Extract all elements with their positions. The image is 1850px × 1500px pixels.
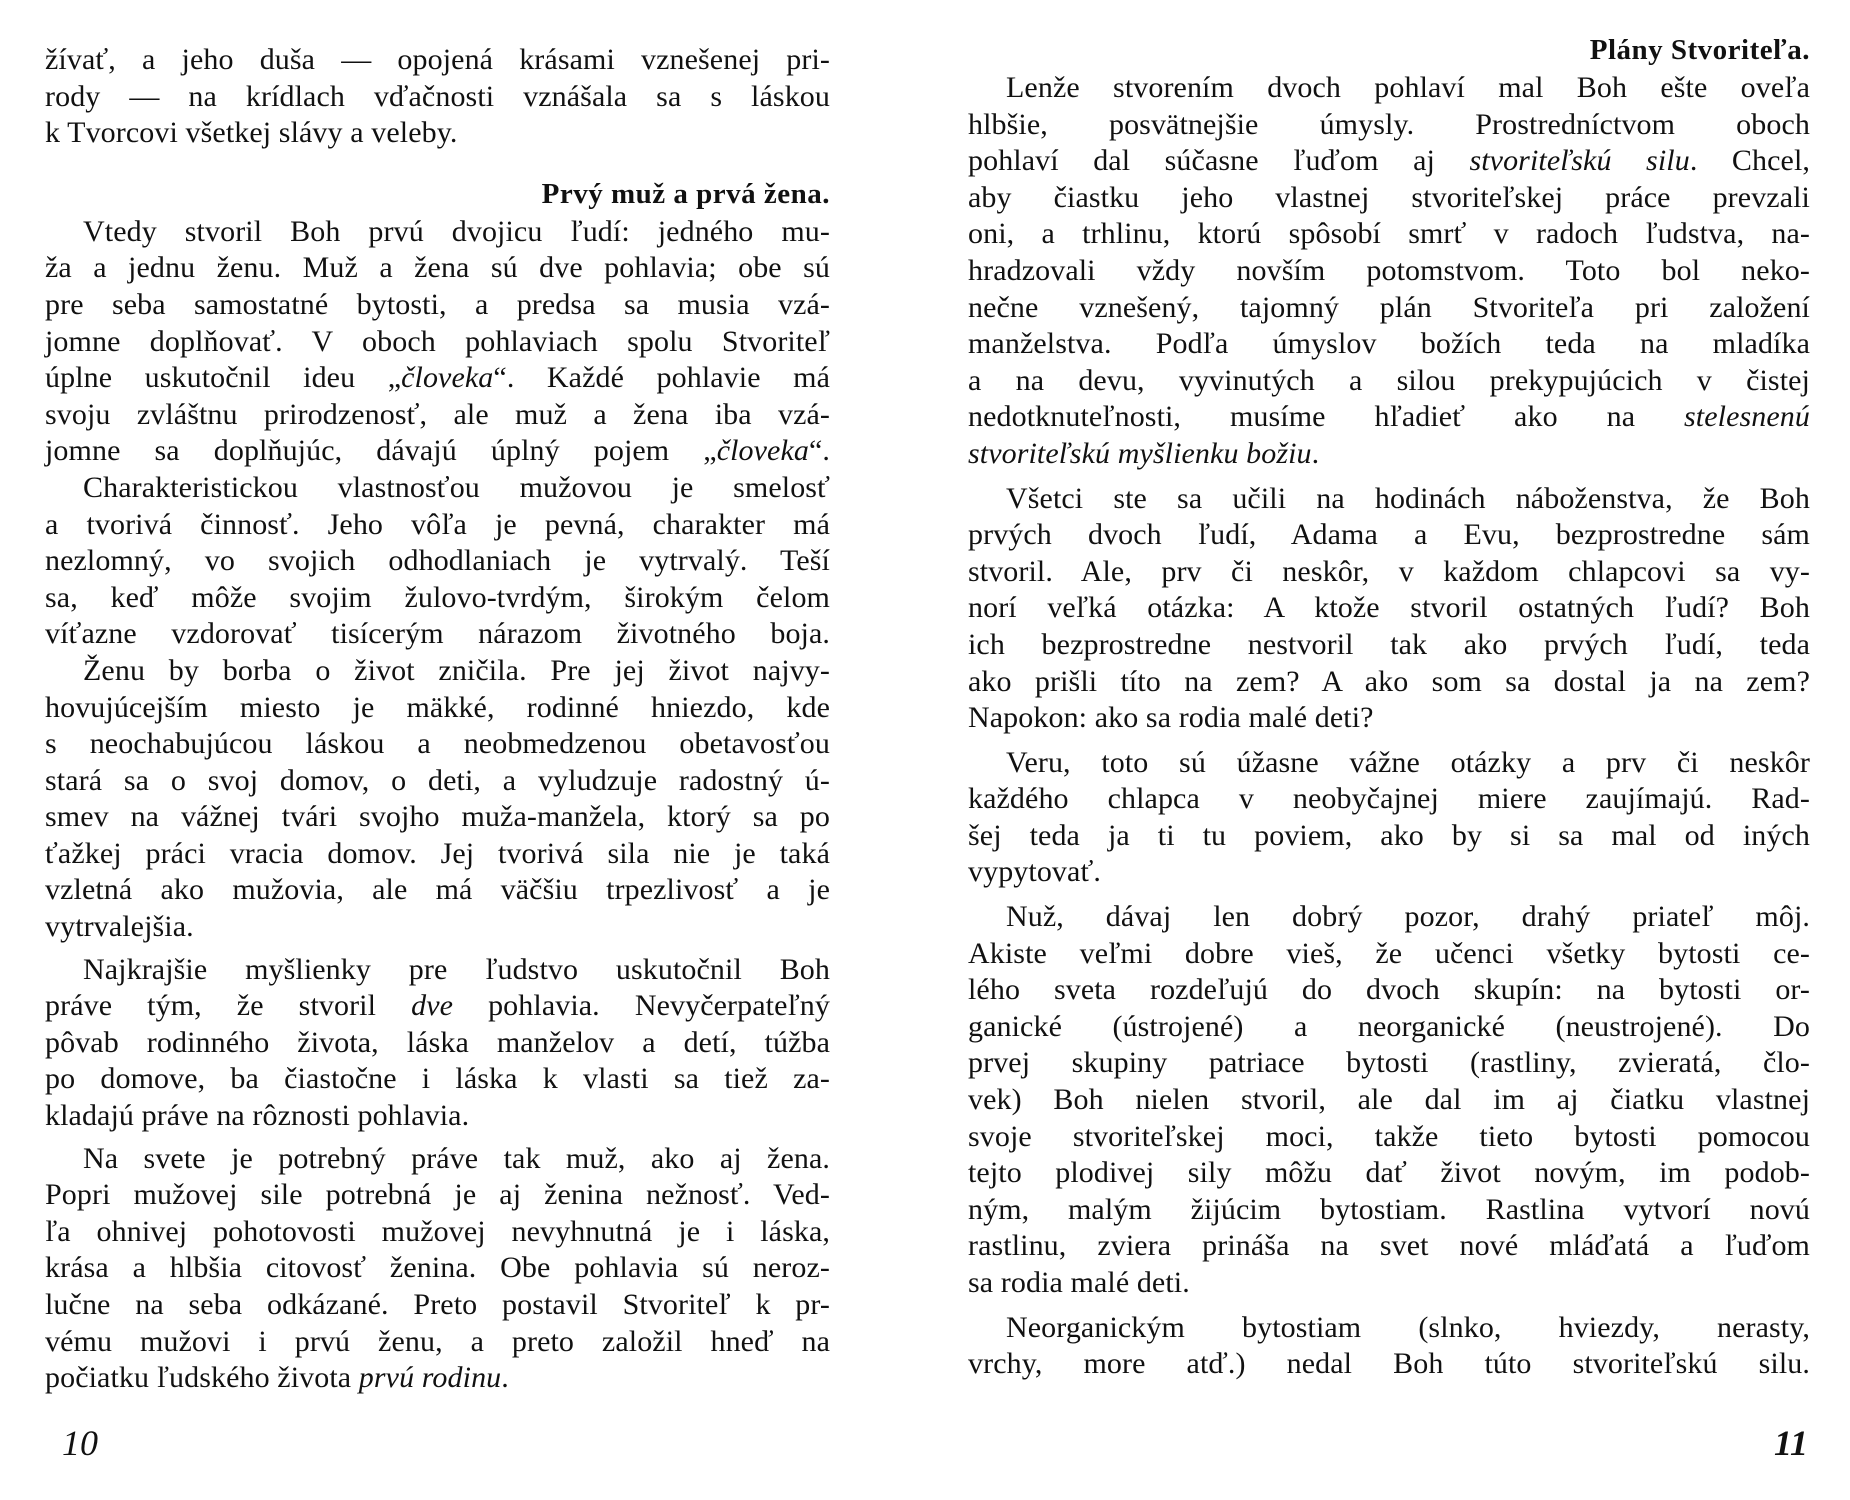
text-line: Veru, toto sú úžasne vážne otázky a prv či neskôr (1006, 745, 1810, 779)
text-line: ako prišli títo na zem? A ako som sa dostal ja na zem? (968, 664, 1810, 698)
text-line: ich bezprostredne nestvoril tak ako prvých ľudí, teda (968, 627, 1810, 661)
text-line: pre seba samostatné bytosti, a predsa sa musia vzá- (45, 287, 830, 321)
text-line: stvoril. Ale, prv či neskôr, v každom chlapcovi sa vy- (968, 554, 1810, 588)
left-page (45, 0, 830, 1500)
text-line-with-italic: nedotknuteľnosti, musíme hľadieť ako na stelesnenú (968, 400, 1810, 434)
text-line: norí veľká otázka: A ktože stvoril ostatných ľudí? Boh (968, 591, 1810, 625)
text-line: šej teda ja ti tu poviem, ako by si sa mal od iných (968, 818, 1810, 852)
text-line: Akiste veľmi dobre vieš, že učenci všetky bytosti ce- (968, 936, 1810, 970)
text-line: ža a jednu ženu. Muž a žena sú dve pohlavia; obe sú (45, 251, 830, 285)
right-page (968, 0, 1810, 1500)
text-line: sa rodia malé deti. (968, 1266, 1190, 1299)
text-line: prvej skupiny patriace bytosti (rastliny, zvieratá, člo- (968, 1046, 1810, 1080)
text-line: Všetci ste sa učili na hodinách náboženstva, že Boh (1006, 481, 1810, 515)
text-line: sa, keď môže svojim žulovo-tvrdým, širokým čelom (45, 580, 830, 614)
text-line: ťažkej práci vracia domov. Jej tvorivá sila nie je taká (45, 836, 830, 870)
page-number: 10 (62, 1423, 98, 1463)
text-line: žívať, a jeho duša — opojená krásami vznešenej pri- (45, 43, 830, 76)
text-line: krása a hlbšia citovosť ženina. Obe pohlavia sú neroz- (45, 1251, 830, 1285)
text-line: tejto plodivej sily môžu dať život novým, im podob- (968, 1156, 1810, 1190)
text-line: nečne vznešený, tajomný plán Stvoriteľa pri založení (968, 290, 1810, 324)
text-line: svoju zvláštnu prirodzenosť, ale muž a žena iba vzá- (45, 397, 830, 431)
italic-word: stvoriteľskú silu (1469, 144, 1690, 178)
text-line: vzletná ako mužovia, ale má väčšiu trpezlivosť a je (45, 873, 830, 907)
text-line: vytrvalejšia. (45, 910, 194, 944)
italic-word: človeka (401, 361, 494, 395)
text-line: a tvorivá činnosť. Jeho vôľa je pevná, charakter má (45, 507, 830, 541)
text-line: k Tvorcovi všetkej slávy a veleby. (45, 116, 458, 150)
text-line: Nuž, dávaj len dobrý pozor, drahý priateľ môj. (1006, 900, 1810, 934)
text-line: vek) Boh nielen stvoril, ale dal im aj čiatku vlastnej (968, 1083, 1810, 1117)
italic-word: stelesnenú (1684, 400, 1810, 434)
text-line: Vtedy stvoril Boh prvú dvojicu ľudí: jedného mu- (83, 214, 830, 248)
text-line: Ženu by borba o život zničila. Pre jej život najvy- (83, 653, 830, 687)
text-line-with-italic: pohlaví dal súčasne ľuďom aj stvoriteľskú silu. Chcel, (968, 144, 1810, 178)
text-line: aby čiastku jeho vlastnej stvoriteľskej práce prevzali (968, 180, 1810, 214)
text-line: hovujúcejším miesto je mäkké, rodinné hniezdo, kde (45, 690, 830, 724)
text-line: vému mužovi i prvú ženu, a preto založil hneď na (45, 1324, 830, 1358)
page-number: 11 (1773, 1423, 1808, 1463)
text-line: hlbšie, posvätnejšie úmysly. Prostredníctvom oboch (968, 107, 1810, 141)
text-line: víťazne vzdorovať tisícerým nárazom životného boja. (45, 617, 830, 651)
text-line: stará sa o svoj domov, o deti, a vyludzuje radostný ú- (45, 763, 830, 797)
text-line: Na svete je potrebný práve tak muž, ako aj žena. (83, 1141, 830, 1175)
text-line: Najkrajšie myšlienky pre ľudstvo uskutočnil Boh (83, 952, 830, 986)
text-line: smev na vážnej tvári svojho muža-manžela, ktorý sa po (45, 800, 830, 834)
text-line: lého sveta rozdeľujú do dvoch skupín: na bytosti or- (968, 973, 1810, 1007)
text-line: kladajú práve na rôznosti pohlavia. (45, 1099, 470, 1133)
text-line: ným, malým žijúcim bytostiam. Rastlina vytvorí novú (968, 1192, 1810, 1226)
text-line: každého chlapca v neobyčajnej miere zaujímajú. Rad- (968, 782, 1810, 816)
right-page-text (968, 30, 1810, 1383)
text-line-italic: stvoriteľskú myšlienku božiu. (968, 436, 1320, 470)
text-line: Napokon: ako sa rodia malé deti? (968, 701, 1374, 735)
text-line: Lenže stvorením dvoch pohlaví mal Boh ešte oveľa (1006, 71, 1810, 104)
text-line: a na devu, vyvinutých a silou prekypujúcich v čistej (968, 363, 1810, 397)
text-line: rastlinu, zviera prináša na svet nové mláďatá a ľuďom (968, 1229, 1810, 1263)
text-line-with-italic: jomne sa doplňujúc, dávajú úplný pojem „človeka“. (45, 434, 830, 468)
text-line: vypytovať. (968, 855, 1101, 889)
text-line: ľa ohnivej pohotovosti mužovej nevyhnutná je i láska, (45, 1214, 830, 1248)
text-line: lučne na seba odkázané. Preto postavil Stvoriteľ k pr- (45, 1288, 830, 1321)
text-line: s neochabujúcou láskou a neobmedzenou obetavosťou (45, 727, 830, 761)
section-heading: Prvý muž a prvá žena. (541, 177, 830, 210)
text-line: Charakteristickou vlastnosťou mužovou je smelosť (83, 470, 830, 504)
text-line: ganické (ústrojené) a neorganické (neustrojené). Do (968, 1009, 1810, 1043)
text-line: jomne doplňovať. V oboch pohlaviach spolu Stvoriteľ (45, 324, 830, 358)
left-page-text (45, 42, 830, 1397)
text-line-with-italic: počiatku ľudského života prvú rodinu. (45, 1361, 509, 1395)
text-line: Popri mužovej sile potrebná je aj ženina nežnosť. Ved- (45, 1178, 830, 1212)
text-line: manželstva. Podľa úmyslov božích teda na mladíka (968, 327, 1810, 361)
text-line: oni, a trhlinu, ktorú spôsobí smrť v radoch ľudstva, na- (968, 217, 1810, 251)
text-line: prvých dvoch ľudí, Adama a Evu, bezprostredne sám (968, 518, 1810, 552)
italic-word: človeka (716, 434, 809, 468)
text-line: vrchy, more atď.) nedal Boh túto stvoriteľskú silu. (968, 1347, 1810, 1381)
text-line: po domove, ba čiastočne i láska k vlasti sa tiež za- (45, 1062, 830, 1096)
text-line-with-italic: práve tým, že stvoril dve pohlavia. Nevyčerpateľný (45, 989, 830, 1023)
section-heading: Plány Stvoriteľa. (1589, 34, 1810, 66)
text-line: rody — na krídlach vďačnosti vznášala sa s láskou (45, 79, 830, 113)
text-line: svoje stvoriteľskej moci, takže tieto bytosti pomocou (968, 1119, 1810, 1153)
text-line: hradzovali vždy novším potomstvom. Toto bol neko- (968, 253, 1810, 287)
text-line: nezlomný, vo svojich odhodlaniach je vytrvalý. Teší (45, 544, 830, 578)
text-line: pôvab rodinného života, láska manželov a detí, túžba (45, 1025, 830, 1059)
italic-word: dve (411, 989, 454, 1023)
text-line: Neorganickým bytostiam (slnko, hviezdy, nerasty, (1006, 1310, 1810, 1344)
italic-word: stvoriteľskú myšlienku božiu (968, 436, 1312, 470)
text-line-with-italic: úplne uskutočnil ideu „človeka“. Každé pohlavie má (45, 361, 830, 395)
italic-word: prvú rodinu (358, 1361, 502, 1395)
